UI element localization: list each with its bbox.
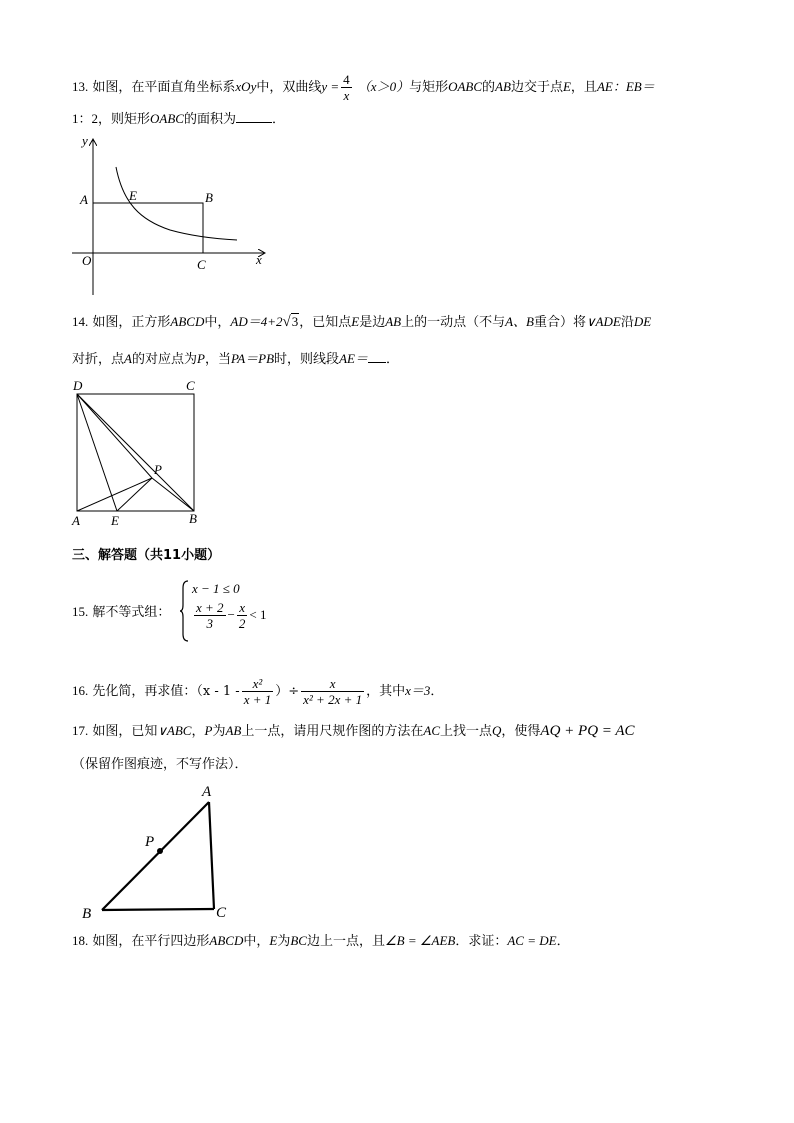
q18-text: 中， — [243, 934, 270, 949]
q14-text: 的对应点为 — [131, 352, 197, 367]
q15-fraction-2: $\frac{x}{2}$ — [238, 600, 246, 631]
q13-ratio-right: 1：2 — [72, 111, 99, 126]
q15-number: 15. — [72, 604, 89, 619]
q14-text: 对折，点 — [72, 352, 125, 367]
q14-label-p: P — [154, 462, 162, 477]
q14-number: 14. — [72, 314, 89, 329]
q18-proof-target: AC = DE — [507, 933, 557, 948]
q14-var: A、B — [505, 314, 534, 329]
q18-text: 边上一点，且 — [306, 934, 385, 949]
q18-angle-equation: ∠B = ∠AEB — [384, 933, 456, 948]
q13-text: 如图，在平面直角坐标系 — [92, 80, 236, 95]
q18-text: ．求证： — [455, 934, 508, 949]
q17-text: ， — [191, 724, 205, 739]
q14-label-b: B — [189, 511, 197, 526]
q14-condition: PA＝PB — [230, 351, 275, 366]
q15-system — [192, 580, 266, 631]
q17-line1 — [72, 722, 635, 741]
q14-label-c: C — [186, 378, 195, 393]
q15-minus: − — [227, 607, 235, 622]
q13-answer-blank — [236, 110, 272, 123]
q14-var: AB — [385, 314, 402, 329]
q13-end: ． — [272, 112, 286, 127]
q14-text: 时，则线段 — [274, 352, 340, 367]
q14-var: A — [124, 351, 132, 366]
q14-text: ，已知点 — [299, 315, 352, 330]
q17-text: 为 — [212, 724, 226, 739]
q18-var: ABCD — [209, 933, 244, 948]
q17-line2: （保留作图痕迹，不写作法）． — [72, 757, 248, 772]
q17-text: 如图，已知 — [92, 724, 158, 739]
q13-text: ，且 — [570, 80, 597, 95]
q14-text: ，当 — [204, 352, 231, 367]
q18-text: 如图，在平行四边形 — [92, 934, 210, 949]
q14-text: 如图，正方形 — [92, 315, 171, 330]
q17-var: P — [204, 723, 213, 738]
q13-label-a: A — [80, 192, 88, 207]
q15-label: 解不等式组： — [92, 605, 171, 620]
q13-equation: y = — [321, 79, 340, 94]
q17-side-ac — [209, 802, 214, 909]
q16-fraction-2: $\frac{x}{\text{x² + 2x + 1}}$ — [303, 676, 363, 707]
q13-fraction: $\frac{4}{x}$ — [343, 72, 350, 103]
q14-answer-blank — [368, 350, 386, 363]
q14-text: 重合）将 — [534, 315, 587, 330]
q14-line1 — [72, 313, 651, 332]
q15-inequality-2 — [192, 600, 266, 631]
q18-end: ． — [556, 934, 570, 949]
q14-figure — [68, 378, 208, 530]
q18-line — [72, 932, 570, 951]
q14-var: E — [351, 314, 360, 329]
section-heading: 三、解答题（共11小题） — [72, 548, 221, 563]
q14-segment-dp — [77, 394, 152, 478]
q17-label-b: B — [82, 906, 92, 922]
q13-line1 — [72, 72, 655, 103]
q18-number: 18. — [72, 933, 89, 948]
q18-var: E — [269, 933, 278, 948]
q13-text: 的 — [482, 80, 496, 95]
q17-text: 上一点，请用尺规作图的方法在 — [241, 724, 424, 739]
q13-text: 与矩形 — [409, 80, 449, 95]
q14-text: 上的一动点（不与 — [401, 315, 506, 330]
q15-label-line — [72, 603, 170, 622]
q17-label-c: C — [216, 905, 227, 921]
q13-line2 — [72, 110, 285, 129]
q13-number: 13. — [72, 79, 89, 94]
q13-label-c: C — [197, 257, 206, 272]
q16-text: ，其中 — [366, 684, 406, 699]
q13-var: E — [562, 79, 571, 94]
q14-segment-ep — [117, 478, 152, 511]
q14-ae: AE＝ — [339, 351, 368, 366]
q14-line2 — [72, 350, 399, 369]
q14-label-d: D — [73, 378, 83, 393]
q13-text: ，则矩形 — [98, 112, 151, 127]
q13-var: OABC — [448, 79, 483, 94]
q14-segment-ap — [77, 478, 152, 511]
q13-label-y: y — [82, 133, 88, 148]
q18-text: 为 — [277, 934, 291, 949]
q16-number: 16. — [72, 683, 89, 698]
q17-text: 上找一点 — [440, 724, 493, 739]
q13-text: 中，双曲线 — [256, 80, 322, 95]
q16-line — [72, 676, 443, 707]
q14-segment-pb — [152, 478, 194, 511]
q13-var: AB — [495, 79, 511, 94]
q13-rectangle — [93, 203, 203, 253]
q15-brace-icon — [180, 580, 190, 642]
q14-text: 中， — [204, 315, 231, 330]
q15-inequality-1: x − 1 ≤ 0 — [192, 581, 240, 596]
q14-ad: AD＝4+2 — [230, 314, 283, 329]
q13-text: 边交于点 — [510, 80, 563, 95]
q13-var: xOy — [235, 79, 257, 94]
q13-label-b: B — [205, 190, 213, 205]
q16-value: x＝3 — [405, 683, 431, 698]
q14-var: DE — [633, 314, 652, 329]
q14-text: 是边 — [359, 315, 386, 330]
q14-segment-de — [77, 394, 117, 511]
q17-number: 17. — [72, 723, 89, 738]
q14-label-e: E — [111, 513, 119, 528]
q17-side-bc — [102, 909, 214, 910]
q14-var: P — [196, 351, 205, 366]
q18-var: BC — [290, 933, 307, 948]
q17-label-p: P — [145, 834, 155, 850]
q17-var: AB — [225, 723, 242, 738]
q13-figure — [70, 132, 280, 298]
q16-text: 先化简，再求值：（x - 1 - — [92, 684, 240, 699]
q13-text: 的面积为 — [183, 112, 236, 127]
q14-sqrt: √3 — [282, 314, 299, 330]
q14-triangle: ∨ADE — [586, 314, 621, 329]
q13-label-o: O — [82, 253, 92, 268]
q13-var: OABC — [150, 111, 184, 126]
sqrt-icon: √ — [282, 314, 291, 330]
q16-end: ． — [430, 684, 444, 699]
q17-text: ，使得 — [501, 724, 541, 739]
q13-condition: （x＞0） — [357, 79, 410, 94]
q16-fraction-1: $\frac{\text{x²}}{x + 1}$ — [243, 676, 272, 707]
q17-point-p — [157, 848, 163, 854]
q15-fraction-1: $\frac{x + 2}{3}$ — [196, 600, 224, 631]
q17-figure — [78, 780, 238, 922]
q17-var: AC — [423, 723, 440, 738]
q17-triangle: ∨ABC — [157, 723, 192, 738]
q17-var: Q — [492, 723, 502, 738]
q14-var: ABCD — [170, 314, 205, 329]
q13-label-e: E — [129, 188, 137, 203]
q17-label-a: A — [202, 784, 212, 800]
q15-rhs: < 1 — [249, 607, 267, 622]
q13-label-x: x — [256, 252, 262, 267]
q17-equation: AQ + PQ = AC — [540, 723, 635, 739]
q16-text: ）÷ — [275, 684, 300, 699]
q14-label-a: A — [72, 513, 80, 528]
q17-side-ab — [102, 802, 209, 910]
q14-text: 沿 — [620, 315, 634, 330]
q14-end: ． — [385, 352, 399, 367]
q13-ratio: AE：EB＝ — [596, 79, 655, 94]
